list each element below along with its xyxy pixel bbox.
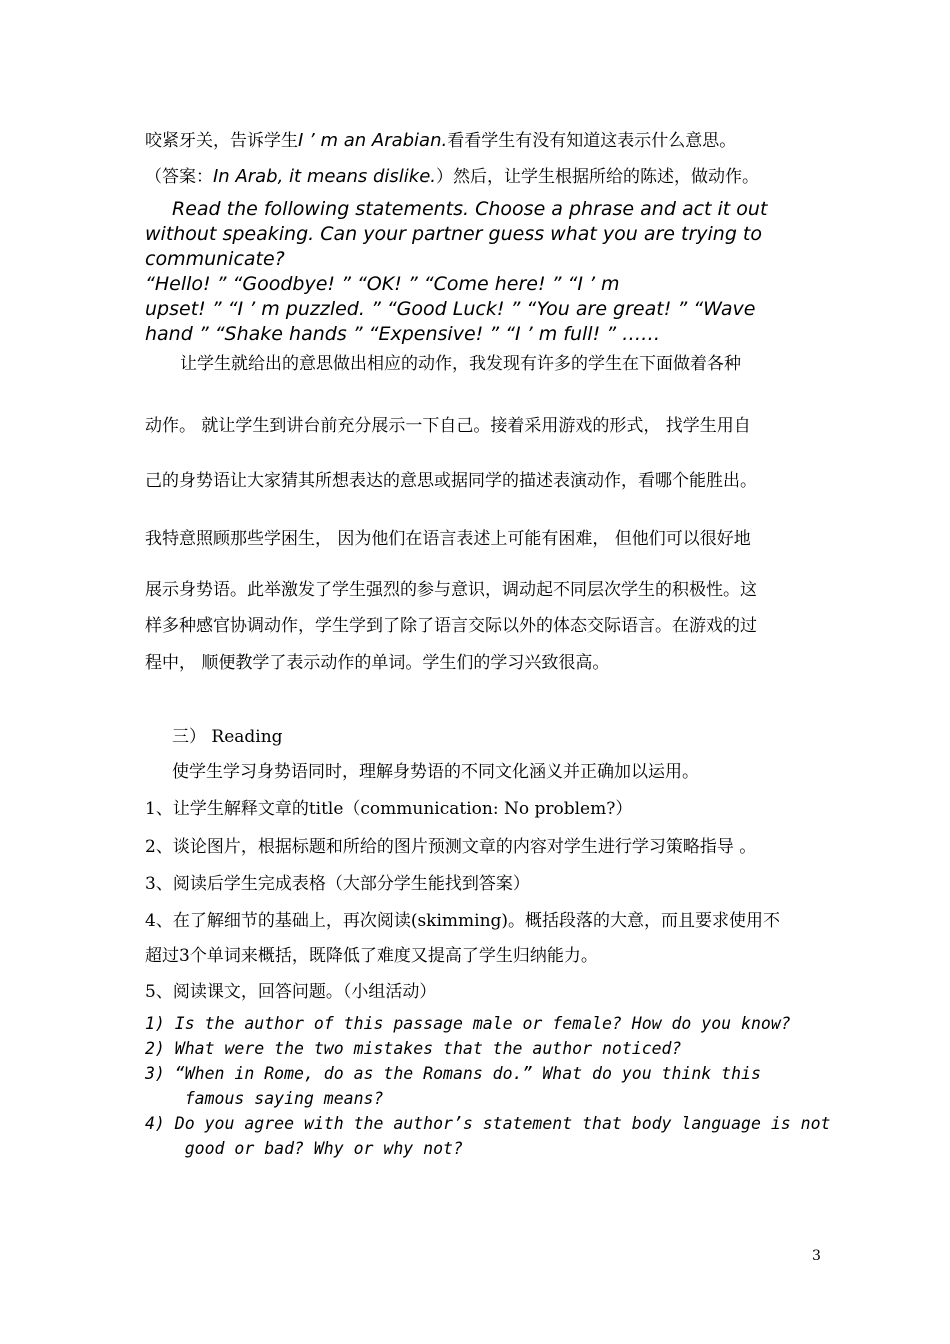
paragraph-line: 程中， 顺便教学了表示动作的单词。学生们的学习兴致很高。: [145, 653, 610, 673]
text-segment: 看看学生有没有知道这表示什么意思。: [447, 131, 737, 151]
question-line: good or bad? Why or why not?: [145, 1139, 463, 1158]
phrase-list-line: upset! ” “I ’ m puzzled. ” “Good Luck! ” “You are great! ” “Wave: [145, 298, 756, 320]
question-line: famous saying means?: [145, 1089, 384, 1108]
phrase-list-line: “Hello! ” “Goodbye! ” “OK! ” “Come here! ” “I ’ m: [145, 273, 620, 295]
text-segment: 咬紧牙关，告诉学生: [145, 131, 298, 151]
question-line: 4) Do you agree with the author’s statement that body language is not: [145, 1114, 831, 1133]
phrase-list-line: hand ” “Shake hands ” “Expensive! ” “I ’ m full! ” ……: [145, 323, 661, 345]
paragraph-line: 我特意照顾那些学困生， 因为他们在语言表述上可能有困难， 但他们可以很好地: [145, 529, 751, 549]
english-inline-text: In Arab, it means dislike.: [213, 166, 437, 187]
paragraph-line: 展示身势语。此举激发了学生强烈的参与意识，调动起不同层次学生的积极性。这: [145, 580, 757, 600]
instruction-line: communicate?: [145, 248, 285, 270]
step-item: 5、阅读课文，回答问题。（小组活动）: [145, 982, 437, 1002]
paragraph-line: 让学生就给出的意思做出相应的动作，我发现有许多的学生在下面做着各种: [180, 354, 741, 374]
paragraph-line: [145, 126, 736, 151]
question-line: 1) Is the author of this passage male or female? How do you know?: [145, 1014, 791, 1033]
step-item: 4、在了解细节的基础上，再次阅读(skimming)。概括段落的大意，而且要求使用不: [145, 911, 781, 931]
paragraph-line: 动作。 就让学生到讲台前充分展示一下自己。接着采用游戏的形式， 找学生用自: [145, 416, 751, 436]
text-segment: （答案：: [145, 167, 213, 187]
paragraph-line: 己的身势语让大家猜其所想表达的意思或据同学的描述表演动作，看哪个能胜出。: [145, 471, 757, 491]
step-item: 超过3个单词来概括，既降低了难度又提高了学生归纳能力。: [145, 946, 598, 966]
question-line: 3) “When in Rome, do as the Romans do.” What do you think this: [145, 1064, 761, 1083]
english-inline-text: I ’ m an Arabian.: [298, 130, 448, 151]
paragraph-line: 样多种感官协调动作，学生学到了除了语言交际以外的体态交际语言。在游戏的过: [145, 616, 757, 636]
step-item: 3、阅读后学生完成表格（大部分学生能找到答案）: [145, 874, 530, 894]
page-number: 3: [812, 1248, 821, 1264]
instruction-line: Read the following statements. Choose a phrase and act it out: [172, 198, 768, 220]
text-segment: ）然后，让学生根据所给的陈述，做动作。: [436, 167, 760, 187]
step-item: 2、谈论图片，根据标题和所给的图片预测文章的内容对学生进行学习策略指导 。: [145, 837, 757, 857]
instruction-line: without speaking. Can your partner guess what you are trying to: [145, 223, 762, 245]
paragraph-line: [145, 162, 759, 187]
section-heading: 三） Reading: [172, 727, 283, 747]
question-line: 2) What were the two mistakes that the author noticed?: [145, 1039, 682, 1058]
step-item: 1、让学生解释文章的title（communication: No problem?）: [145, 799, 633, 819]
section-intro: 使学生学习身势语同时，理解身势语的不同文化涵义并正确加以运用。: [172, 762, 699, 782]
